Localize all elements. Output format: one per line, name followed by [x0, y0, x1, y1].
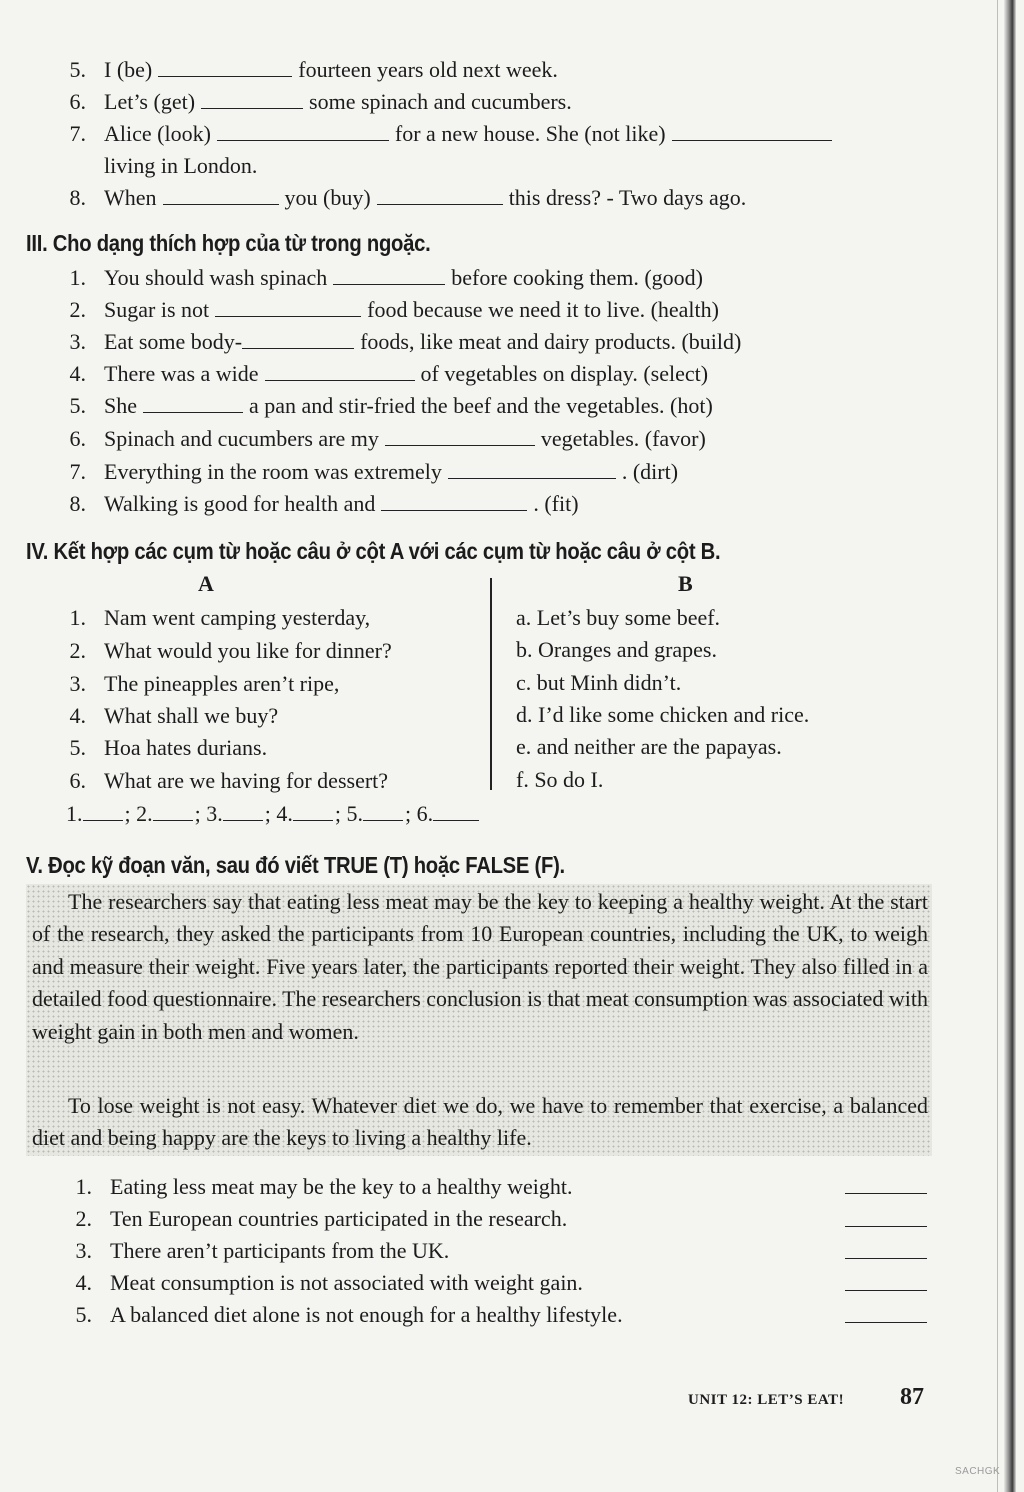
exercise-line: She a pan and stir-fried the beef and the vegetables. (hot)	[104, 393, 713, 418]
column-a-item: The pineapples aren’t ripe,	[104, 671, 340, 696]
answer-blank[interactable]	[83, 802, 123, 821]
item-number: 3.	[75, 1238, 92, 1263]
answer-blank[interactable]	[381, 492, 527, 511]
item-number: 3.	[69, 329, 86, 354]
column-a-item: What are we having for dessert?	[104, 768, 389, 793]
book-spine-shadow	[1004, 0, 1016, 1492]
statement-text: Ten European countries participated in the research.	[110, 1206, 568, 1231]
answer-blank[interactable]	[672, 122, 832, 141]
exercise-line: You should wash spinach before cooking them. (good)	[104, 265, 703, 290]
item-number: 2.	[69, 638, 86, 663]
watermark-logo: SACHGK	[955, 1466, 1001, 1477]
item-number: 4.	[69, 361, 86, 386]
passage-paragraph-1: The researchers say that eating less meat may be the key to keeping a healthy weight. At the start of the research, they asked the participants from 10 European countries, including the UK, to weigh and measure their weight. Five years later, the participants reported their weight. They also filled in a detailed food questionnaire. The researchers conclusion is that meat consumption was associated with weight gain in both men and women.	[32, 889, 928, 1044]
tf-answer-blank[interactable]	[845, 1290, 927, 1291]
column-divider	[490, 578, 492, 790]
column-a-item: Hoa hates durians.	[104, 735, 268, 760]
column-b-item: e. and neither are the papayas.	[516, 734, 782, 759]
exercise-line: Eat some body- foods, like meat and dairy products. (build)	[104, 329, 742, 354]
unit-title: UNIT 12: LET’S EAT!	[688, 1392, 845, 1408]
column-a-item: What would you like for dinner?	[104, 638, 392, 663]
book-spine-edge	[997, 0, 998, 1492]
item-number: 4.	[75, 1270, 92, 1295]
item-number: 5.	[75, 1302, 92, 1327]
answer-blank[interactable]	[333, 266, 445, 285]
answer-blank[interactable]	[217, 122, 389, 141]
item-number: 3.	[69, 671, 86, 696]
exercise-line: Everything in the room was extremely . (dirt)	[104, 459, 679, 484]
exercise-line: Alice (look) for a new house. She (not like)	[104, 120, 838, 148]
section-4-title: IV. Kết hợp các cụm từ hoặc câu ở cột A với các cụm từ hoặc câu ở cột B.	[26, 538, 721, 564]
column-a-item: What shall we buy?	[104, 703, 279, 728]
answer-blank[interactable]	[223, 802, 263, 821]
column-a-item: Nam went camping yesterday,	[104, 605, 371, 630]
tf-answer-blank[interactable]	[845, 1258, 927, 1259]
item-number: 7.	[69, 121, 86, 146]
answer-blank[interactable]	[201, 90, 303, 109]
answer-blank[interactable]	[385, 427, 535, 446]
item-number: 1.	[69, 265, 86, 290]
answer-blank[interactable]	[242, 330, 354, 349]
answer-blank[interactable]	[163, 186, 279, 205]
answer-blank[interactable]	[433, 802, 479, 821]
answer-blank[interactable]	[215, 298, 361, 317]
item-number: 8.	[69, 185, 86, 210]
tf-answer-blank[interactable]	[845, 1322, 927, 1323]
answer-blank[interactable]	[143, 394, 243, 413]
item-number: 7.	[69, 459, 86, 484]
statement-text: A balanced diet alone is not enough for a healthy lifestyle.	[110, 1302, 623, 1327]
item-number: 1.	[75, 1174, 92, 1199]
answer-blank[interactable]	[265, 362, 415, 381]
column-b-item: d. I’d like some chicken and rice.	[516, 702, 810, 727]
column-a-heading: A	[198, 571, 214, 596]
exercise-line: Sugar is not food because we need it to live. (health)	[104, 297, 719, 322]
item-number: 1.	[69, 605, 86, 630]
item-number: 6.	[69, 426, 86, 451]
exercise-line: Spinach and cucumbers are my vegetables. (favor)	[104, 426, 706, 451]
column-b-item: a. Let’s buy some beef.	[516, 605, 721, 630]
item-number: 2.	[75, 1206, 92, 1231]
exercise-line-continued: living in London.	[104, 153, 258, 178]
answer-blank[interactable]	[153, 802, 193, 821]
statement-text: Meat consumption is not associated with weight gain.	[110, 1270, 583, 1295]
item-number: 5.	[69, 393, 86, 418]
answer-blank[interactable]	[363, 802, 403, 821]
item-number: 8.	[69, 491, 86, 516]
exercise-line: There was a wide of vegetables on display. (select)	[104, 361, 709, 386]
item-number: 2.	[69, 297, 86, 322]
exercise-line: I (be) fourteen years old next week.	[104, 57, 558, 82]
tf-answer-blank[interactable]	[845, 1193, 927, 1194]
section-3-title: III. Cho dạng thích hợp của từ trong ngoặc.	[26, 230, 431, 256]
section-5-title: V. Đọc kỹ đoạn văn, sau đó viết TRUE (T) hoặc FALSE (F).	[26, 852, 565, 878]
item-number: 4.	[69, 703, 86, 728]
answer-blank[interactable]	[293, 802, 333, 821]
exercise-line: When you (buy) this dress? - Two days ago.	[104, 185, 747, 210]
statement-text: Eating less meat may be the key to a healthy weight.	[110, 1174, 573, 1199]
answer-blank[interactable]	[158, 58, 292, 77]
column-b-heading: B	[678, 571, 693, 596]
passage-paragraph-2: To lose weight is not easy. Whatever diet we do, we have to remember that exercise, a balanced diet and being happy are the keys to living a healthy life.	[32, 1093, 928, 1151]
column-b-item: c. but Minh didn’t.	[516, 670, 682, 695]
matching-answer-row: 1. ; 2. ; 3. ; 4. ; 5. ; 6.	[66, 800, 479, 828]
page-number: 87	[900, 1384, 924, 1410]
item-number: 5.	[69, 57, 86, 82]
answer-blank[interactable]	[377, 186, 503, 205]
statement-text: There aren’t participants from the UK.	[110, 1238, 450, 1263]
tf-answer-blank[interactable]	[845, 1226, 927, 1227]
exercise-line: Let’s (get) some spinach and cucumbers.	[104, 89, 572, 114]
item-number: 6.	[69, 768, 86, 793]
item-number: 6.	[69, 89, 86, 114]
item-number: 5.	[69, 735, 86, 760]
answer-blank[interactable]	[448, 460, 616, 479]
column-b-item: f. So do I.	[516, 767, 604, 792]
column-b-item: b. Oranges and grapes.	[516, 637, 717, 662]
exercise-line: Walking is good for health and . (fit)	[104, 491, 579, 516]
